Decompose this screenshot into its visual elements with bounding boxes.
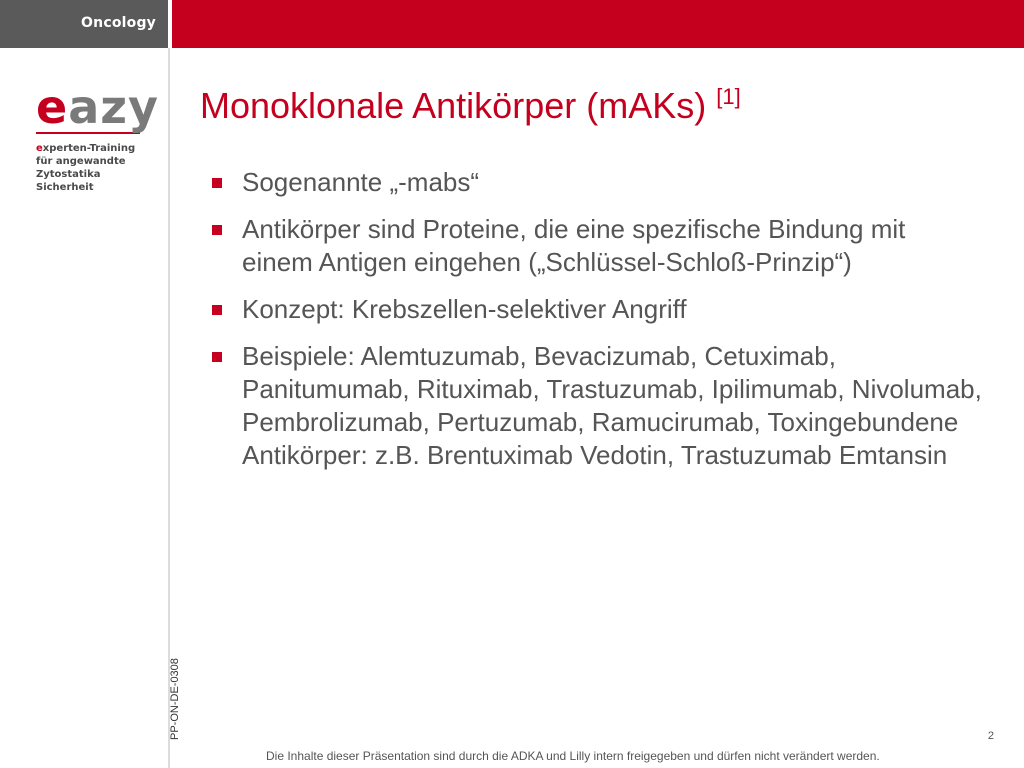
logo-tagline: experten-Training für angewandte Zytostatika Sicherheit (36, 143, 136, 193)
page-number: 2 (987, 730, 994, 742)
header-band-right (172, 0, 1024, 48)
section-label: Oncology (81, 15, 156, 31)
bullet-item: Antikörper sind Proteine, die eine spezifische Bindung mit einem Antigen eingehen („Schlüssel-Schloß-Prinzip“) (212, 213, 982, 279)
bullet-square-icon (212, 225, 222, 235)
document-code: PP-ON-DE-0308 (169, 658, 181, 740)
bullet-item: Sogenannte „-mabs“ (212, 166, 982, 199)
bullet-list (212, 166, 982, 486)
slide-title: Monoklonale Antikörper (mAKs) [1] (200, 84, 741, 126)
bullet-square-icon (212, 352, 222, 362)
footer-disclaimer: Die Inhalte dieser Präsentation sind durch die ADKA und Lilly intern freigegeben und dürfen nicht verändert werden. (266, 749, 880, 763)
header-band-left (0, 0, 168, 48)
eazy-logo (36, 80, 160, 194)
bullet-square-icon (212, 178, 222, 188)
bullet-item: Konzept: Krebszellen-selektiver Angriff (212, 293, 982, 326)
bullet-item: Beispiele: Alemtuzumab, Bevacizumab, Cetuximab, Panitumumab, Rituximab, Trastuzumab, Ipilimumab, Nivolumab, Pembrolizumab, Pertuzumab, Ramucirumab, Toxingebundene Antikörper: z.B. Brentuximab Vedotin, Trastuzumab Emtansin (212, 340, 982, 472)
logo-wordmark: eazy (36, 80, 160, 134)
bullet-square-icon (212, 305, 222, 315)
title-reference: [1] (716, 84, 741, 109)
